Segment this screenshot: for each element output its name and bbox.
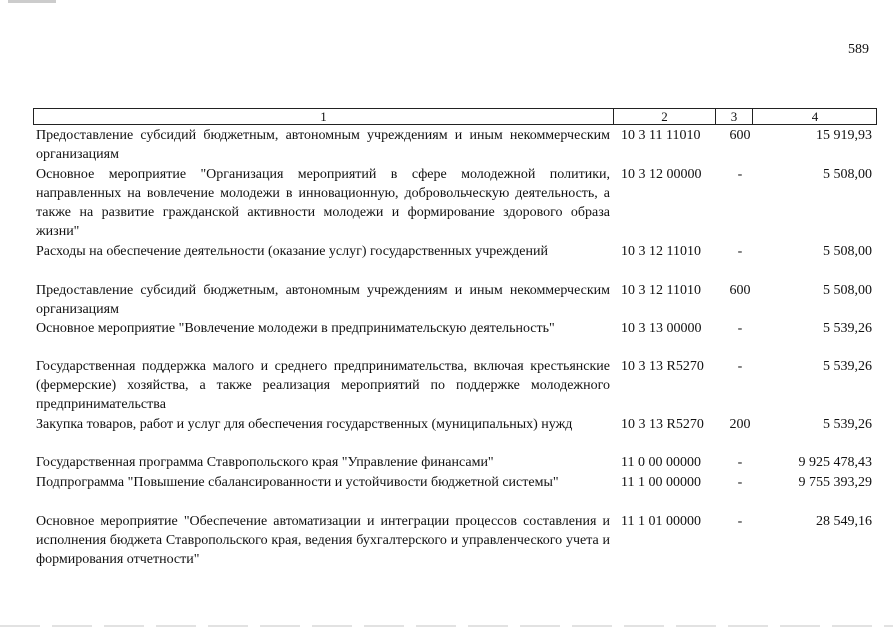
row-amount: 28 549,16 [816, 514, 872, 529]
header-col-3: 3 [716, 109, 753, 124]
row-code: 10 3 11 11010 [621, 128, 701, 143]
row-expense-type: 200 [729, 417, 751, 432]
row-description: Основное мероприятие "Организация мероприятий в сфере молодежной политики, направленных на вовлечение молодежи в инновационную, добровольческую деятельность, а также на развитие гражданской активности молодежи и формирование здорового образа жизни" [36, 167, 610, 239]
row-code: 10 3 13 R5270 [621, 417, 704, 432]
row-amount: 5 508,00 [823, 167, 872, 182]
row-description: Подпрограмма "Повышение сбалансированности и устойчивости бюджетной системы" [36, 475, 559, 490]
row-expense-type: - [737, 455, 743, 470]
row-code: 11 1 00 00000 [621, 475, 701, 490]
row-expense-type: - [737, 514, 743, 529]
scan-artifact [0, 625, 893, 627]
row-expense-type: 600 [729, 128, 751, 143]
row-amount: 15 919,93 [816, 128, 872, 143]
row-expense-type: - [737, 167, 743, 182]
page-number: 589 [848, 42, 869, 57]
table-header [33, 108, 877, 125]
header-col-4: 4 [811, 109, 819, 124]
row-expense-type: - [737, 359, 743, 374]
row-code: 10 3 12 11010 [621, 283, 701, 298]
row-amount: 9 925 478,43 [798, 455, 872, 470]
scan-artifact [8, 0, 56, 3]
row-code: 10 3 12 11010 [621, 244, 701, 259]
row-amount: 5 539,26 [823, 359, 872, 374]
row-description: Предоставление субсидий бюджетным, автономным учреждениям и иным некоммерческим организациям [36, 283, 610, 317]
row-code: 11 1 01 00000 [621, 514, 701, 529]
row-description: Основное мероприятие "Обеспечение автоматизации и интеграции процессов составления и исполнения бюджета Ставропольского края, ведения бухгалтерского и управленческого учета и формирования отчетности" [36, 514, 610, 567]
row-amount: 5 508,00 [823, 283, 872, 298]
row-amount: 5 539,26 [823, 321, 872, 336]
row-expense-type: - [737, 244, 743, 259]
header-col-2: 2 [614, 109, 716, 124]
row-code: 10 3 12 00000 [621, 167, 702, 182]
row-code: 11 0 00 00000 [621, 455, 701, 470]
row-description: Предоставление субсидий бюджетным, автономным учреждениям и иным некоммерческим организациям [36, 128, 610, 162]
row-code: 10 3 13 00000 [621, 321, 702, 336]
row-description: Расходы на обеспечение деятельности (оказание услуг) государственных учреждений [36, 244, 548, 259]
row-amount: 5 508,00 [823, 244, 872, 259]
row-description: Основное мероприятие "Вовлечение молодежи в предпринимательскую деятельность" [36, 321, 555, 336]
row-description: Государственная поддержка малого и среднего предпринимательства, включая крестьянские (фермерские) хозяйства, а также реализация мероприятий по поддержке молодежного предпринимательства [36, 359, 610, 412]
row-amount: 9 755 393,29 [798, 475, 872, 490]
row-description: Закупка товаров, работ и услуг для обеспечения государственных (муниципальных) нужд [36, 417, 573, 432]
header-col-1: 1 [34, 109, 614, 124]
row-expense-type: - [737, 321, 743, 336]
row-amount: 5 539,26 [823, 417, 872, 432]
row-code: 10 3 13 R5270 [621, 359, 704, 374]
row-description: Государственная программа Ставропольского края "Управление финансами" [36, 455, 494, 470]
row-expense-type: 600 [729, 283, 751, 298]
row-expense-type: - [737, 475, 743, 490]
